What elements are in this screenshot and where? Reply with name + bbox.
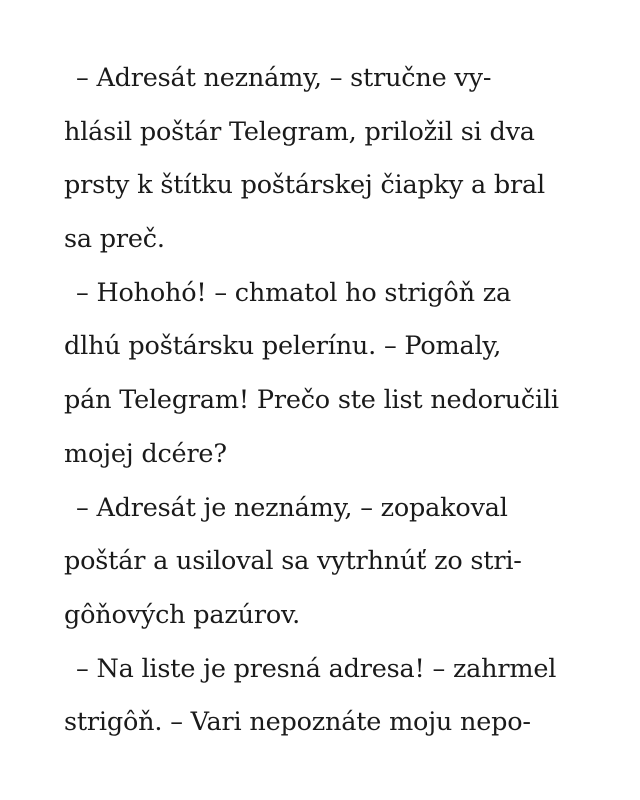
text-line: pán Telegram! Prečo ste list nedoručili — [64, 385, 559, 416]
text-line: hlásil poštár Telegram, priložil si dva — [64, 116, 535, 147]
text-line: strigôň. – Vari nepoznáte moju nepo- — [64, 707, 531, 738]
text-line: – Na liste je presná adresa! – zahrmel — [76, 653, 557, 684]
text-line: – Adresát je neznámy, – zopakoval — [76, 492, 508, 523]
text-line: – Hohohó! – chmatol ho strigôň za — [76, 277, 511, 308]
text-line: gôňových pazúrov. — [64, 599, 301, 630]
text-line: poštár a usiloval sa vytrhnúť zo stri- — [64, 546, 522, 577]
text-line: mojej dcére? — [64, 438, 227, 469]
text-line: prsty k štítku poštárskej čiapky a bral — [64, 170, 545, 201]
text-line: sa preč. — [64, 224, 165, 255]
page-text — [64, 52, 584, 750]
text-line: – Adresát neznámy, – stručne vy- — [76, 63, 492, 93]
text-line: dlhú poštársku pelerínu. – Pomaly, — [64, 331, 502, 362]
